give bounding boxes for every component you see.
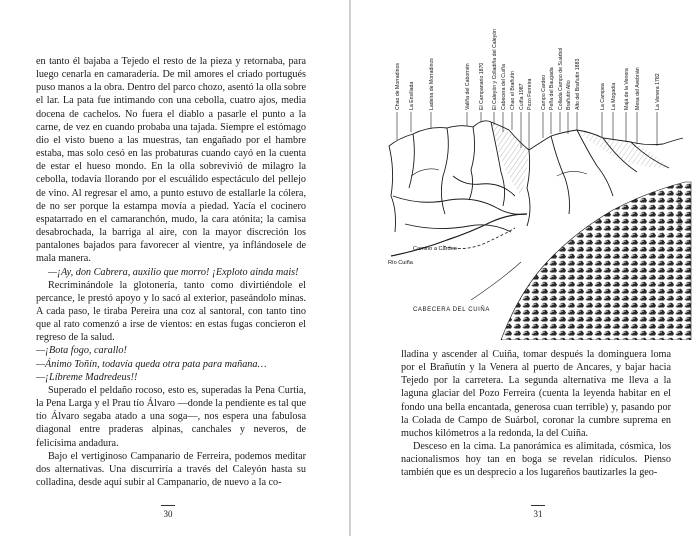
peak-labels [395,29,661,110]
peak-label: Brañutín Alto [566,80,572,110]
peak-label: La Venera 1782 [655,73,661,110]
scree-edge [471,262,521,300]
scree-field [501,182,691,340]
river-cuina [391,214,527,256]
peak-label: La Mogadia [611,82,617,110]
dialogue-line [36,344,306,357]
peak-label: Mesa del Avebrián [635,67,641,110]
dialogue-line [36,358,306,371]
peak-label: Peña del Baugada [549,67,555,110]
peak-label: Ladeira de Morradinos [429,58,435,110]
dialogue-text: —¡Líbreme Madredeus!! [36,371,138,383]
dialogue-text: —¡Ay, don Cabrera, auxilio que morro! ¡Exploto ainda mais! [48,266,299,278]
artist-signature: Alejandro Martínez [677,190,683,232]
peak-label: Chao el Brañutín [510,71,516,110]
paragraph: en tanto él bajaba a Tejedo el resto de la pieza y retornaba, para luego cenarla en camaradería. De mil amores el criado portugués puso manos a la obra. Dentro del parco chozo, asentó la olla sobre el lar. La pata fue intimando con una cebolla, cuatro ajos, media docena de cachelos. No fuera el diablo a pasarle el punto a la carne, de vez en cuando probaba una tajada. Siempre el estómago dio el visto bueno a las muestras, tan engañado por el hambre estaba, mas solo cesó en las probaturas cuando cayó en la cuenta de estar el hueso mondo. En la olla sobrevivió de milagro la cebolla, todavía llorando por el escuálido espectáculo del pellejo de vino. Al regresar el amo, a punto estuvo de estallarle la cólera, de no ser porque la estampa movía a piedad. Yacía el cocinero espatarrado en el camaranchón, mudo, la cara atónita; la camisa desabrochada, la barriga al aire, con la mayor discreción los pantalones bajados para favorecer al vientre, ya inflándosele de mala manera. [36,56,306,265]
peak-label: Pozo Ferreira [527,78,533,110]
dialogue-line [36,371,306,384]
trail-label: Camino a Cardeo [413,246,457,252]
dialogue-text: —Ánimo Toñín, todavía queda otra pata para mañana… [36,358,267,370]
peak-label: Collada Campo de Suárbol [558,47,564,110]
peak-label: El Campanario 1870 [479,62,485,110]
paragraph: Recriminándole la glotonería, tanto como divirtiéndole el percance, le prestó apoyo y lo sacó al exterior, paseándolo minas. A cada paso, le tiraba Pereira una coz al santoral, con tanto tino que al rato comenzó a irse de vientos: en estas fugas concieron el regreso de la salud. [36,279,306,344]
paragraph: lladina y ascender al Cuiña, tomar después la dominguera loma por el Brañutín y la Venera al puerto de Ancares, y bajar hacia Tejedo por la carretera. La segunda alternativa me lleva a la laguna glaciar del Pozo Ferreira (cuenta la leyenda habitar en el fondo una bella encantada, generosa cuan terrible) y, pasando por la Colada de Campo de Suárbol, coronar la cumbre suprema en muchos kilómetros a la redonda, la del Cuiña. [401,349,671,439]
page-number: 31 [526,505,550,519]
left-page-text [36,55,306,489]
dialogue-text: —¡Bota fogo, carallo! [36,345,127,357]
drawing-caption: CABECERA DEL CUIÑA [413,307,490,313]
peak-label: La Ensillada [409,81,415,110]
paragraph: Bajo el vertiginoso Campanario de Ferreira, podemos meditar dos alternativas. Una discurriría a través del Caleyón hasta su colladina, desde aquí subir al Campanario, de nuevo a la co- [36,450,306,488]
peak-label: Campo Cardeo [541,74,547,110]
peak-label: El Caleyón y Colladiña del Caleyón [492,28,498,110]
peak-label: Valiña del Cabornén [465,63,471,110]
shaded-slope [577,130,669,168]
peak-label: Alto del Brañutín 1883 [575,58,581,110]
river-label: Río Cuiña [388,260,413,266]
dialogue-line [36,266,306,279]
right-page-text [401,348,671,480]
peak-label: Chao de Morradinos [395,62,401,110]
page-number: 30 [156,505,180,519]
paragraph: Desceso en la cima. La panorámica es alimitada, cósmica, los nacionalismos hoy tan en boga se revelan ridículos. Pienso también que es un desprecio a los lugareños bautizarles la geo- [401,441,671,479]
mountain-panorama-drawing [351,0,700,340]
peak-label: Majá de la Venera [624,68,630,110]
peak-label: Cabecera del Cuiña [501,64,507,110]
peak-label: Cuiña 1987 [519,83,525,110]
paragraph: Superado el peldaño rocoso, esto es, superadas la Pena Curtia, la Pena Larga y el Prau tío Álvaro —donde la pendiente es tal que tío Álvaro segaba atado a una soga—, nos espera una fabulosa diagonal entre praderas alpinas, canchales y neveros, de felicísima andadura. [36,384,306,449]
left-page [0,0,349,536]
peak-label: La Campea [600,83,606,110]
